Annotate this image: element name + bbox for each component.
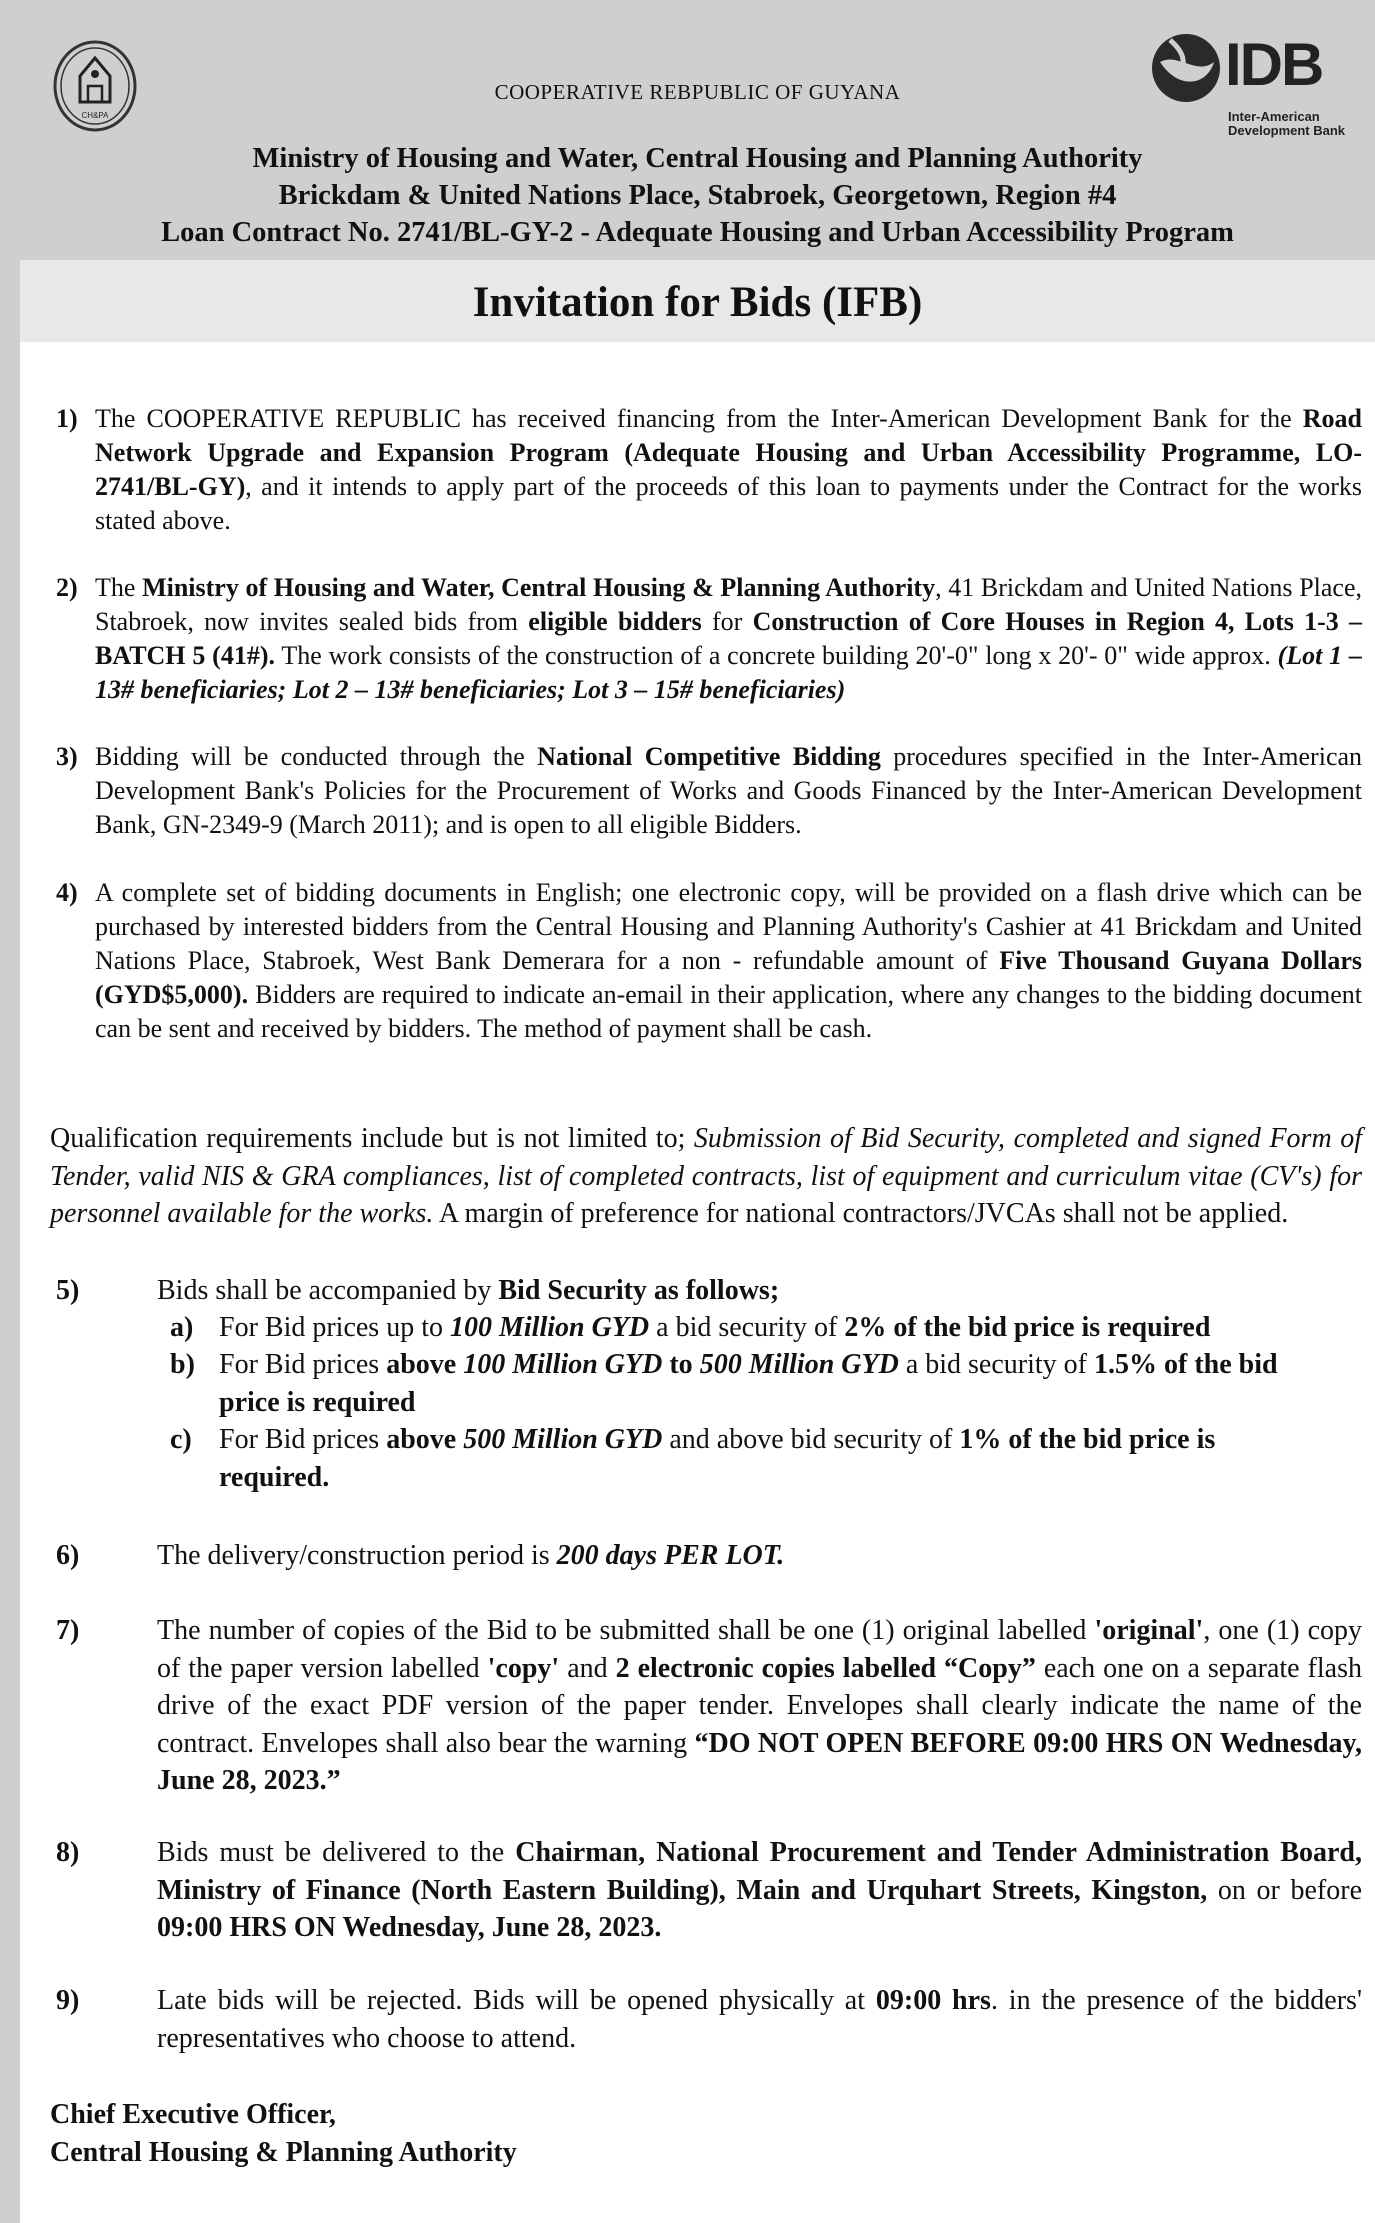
- republic-heading: COOPERATIVE REBPUBLIC OF GUYANA: [494, 80, 901, 104]
- advert-body: 1) The COOPERATIVE REPUBLIC has received financing from the Inter-American Development Bank for the Road Network Upgrade and Expansion Program (Adequate Housing and Urban Accessibility Programme, LO-2741/BL-GY), and it intends to apply part of the proceeds of this loan to payments under the Contract for the works stated above. 2) The Ministry of Housing and Water, Central Housing & Planning Authority, 41 Brickdam and United Nations Place, Stabroek, now invites sealed bids from eligible bidders for Construction of Core Houses in Region 4, Lots 1-3 – BATCH 5 (41#). The work consists of the construction of a concrete building 20'-0" long x 20'- 0" wide approx. (Lot 1 – 13# beneficiaries; Lot 2 – 13# beneficiaries; Lot 3 – 15# beneficiaries) 3) Bidding will be conducted through the National Competitive Bidding procedures specified in the Inter-American Development Bank's Policies for the Procurement of Works and Goods Financed by the Inter-American Development Bank, GN-2349-9 (March 2011); and is open to all eligible Bidders. 4) A complete set of bidding documents in English; one electronic copy, will be provided on a flash drive which can be purchased by interested bidders from the Central Housing and Planning Authority's Cashier at 41 Brickdam and United Nations Place, Stabroek, West Bank Demerara for a non - refundable amount of Five Thousand Guyana Dollars (GYD$5,000). Bidders are required to indicate an-email in their application, where any changes to the bidding document can be sent and received by bidders. The method of payment shall be cash. Qualification requirements include but is not limited to; Submission of Bid Security, completed and signed Form of Tender, valid NIS & GRA compliances, list of completed contracts, list of equipment and curriculum vitae (CV's) for personnel available for the works. A margin of preference for national contractors/JVCAs shall not be applied. 5) Bids shall be accompanied by Bid Security as follows; a) For Bid prices up to 100 Million GYD a bid security of 2% of the bid price is required b) For Bid prices above 100 Million GYD to 500 Million GYD a bid security of 1.5% of the bid price is required c) For Bid prices above 500 Million GYD and above bid security of 1% of the bid price is required. 6) The delivery/construction period is 200 days PER LOT. 7) The number of copies of the Bid to be submitted shall be one (1) original labelled 'original', one (1) copy of the paper version labelled 'copy' and 2 electronic copies labelled “Copy” each one on a separate flash drive of the exact PDF version of the paper tender. Envelopes shall clearly indicate the name of the contract. Envelopes shall also bear the warning “DO NOT OPEN BEFORE 09:00 HRS ON Wednesday, June 28, 2023.” 8) Bids must be delivered to the Chairman, National Procurement and Tender Administration Board, Ministry of Finance (North Eastern Building), Main and Urquhart Streets, Kingston, on or before 09:00 HRS ON Wednesday, June 28, 2023. 9) Late bids will be rejected. Bids will be opened physically at 09:00 hrs. in the presence of the bidders' representatives who choose to attend. Chief Executive Officer, Central Housing & Planning Authority: [20, 342, 1375, 2223]
- page-title: Invitation for Bids (IFB): [472, 279, 923, 326]
- qualification-paragraph: Qualification requirements include but is not limited to; Submission of Bid Security, completed and signed Form of Tender, valid NIS & GRA compliances, list of completed contracts, list of equipment and curriculum vitae (CV's) for personnel available for the works. A margin of preference for national contractors/JVCAs shall not be applied.: [50, 1123, 1363, 1229]
- clause-3: 3) Bidding will be conducted through the National Competitive Bidding procedures specified in the Inter-American Development Bank's Policies for the Procurement of Works and Goods Financed by the Inter-American Development Bank, GN-2349-9 (March 2011); and is open to all eligible Bidders.: [56, 742, 1363, 839]
- clause-4: 4) A complete set of bidding documents in English; one electronic copy, will be provided on a flash drive which can be purchased by interested bidders from the Central Housing and Planning Authority's Cashier at 41 Brickdam and United Nations Place, Stabroek, West Bank Demerara for a non - refundable amount of Five Thousand Guyana Dollars (GYD$5,000). Bidders are required to indicate an-email in their application, where any changes to the bidding document can be sent and received by bidders. The method of payment shall be cash.: [56, 878, 1362, 1043]
- idb-subtitle: Inter-American Development Bank: [1228, 109, 1346, 138]
- signature-block: Chief Executive Officer, Central Housing & Planning Authority: [50, 2099, 517, 2168]
- idb-wordmark: IDB: [1225, 31, 1323, 98]
- header: [20, 20, 1375, 260]
- svg-text:CH&PA: CH&PA: [81, 111, 109, 120]
- ministry-heading: Ministry of Housing and Water, Central Housing and Planning Authority Brickdam & United Nations Place, Stabroek, Georgetown, Region #4 Loan Contract No. 2741/BL-GY-2 - Adequate Housing and Urban Accessibility Program: [161, 143, 1234, 248]
- title-band: [20, 260, 1375, 342]
- clause-2: 2) The Ministry of Housing and Water, Central Housing & Planning Authority, 41 Brickdam and United Nations Place, Stabroek, now invites sealed bids from eligible bidders for Construction of Core Houses in Region 4, Lots 1-3 – BATCH 5 (41#). The work consists of the construction of a concrete building 20'-0" long x 20'- 0" wide approx. (Lot 1 – 13# beneficiaries; Lot 2 – 13# beneficiaries; Lot 3 – 15# beneficiaries): [56, 573, 1363, 704]
- clause-1: 1) The COOPERATIVE REPUBLIC has received financing from the Inter-American Development Bank for the Road Network Upgrade and Expansion Program (Adequate Housing and Urban Accessibility Programme, LO-2741/BL-GY), and it intends to apply part of the proceeds of this loan to payments under the Contract for the works stated above.: [56, 404, 1362, 535]
- idb-logo: [1150, 32, 1365, 152]
- idb-swirl-icon: [1150, 32, 1222, 104]
